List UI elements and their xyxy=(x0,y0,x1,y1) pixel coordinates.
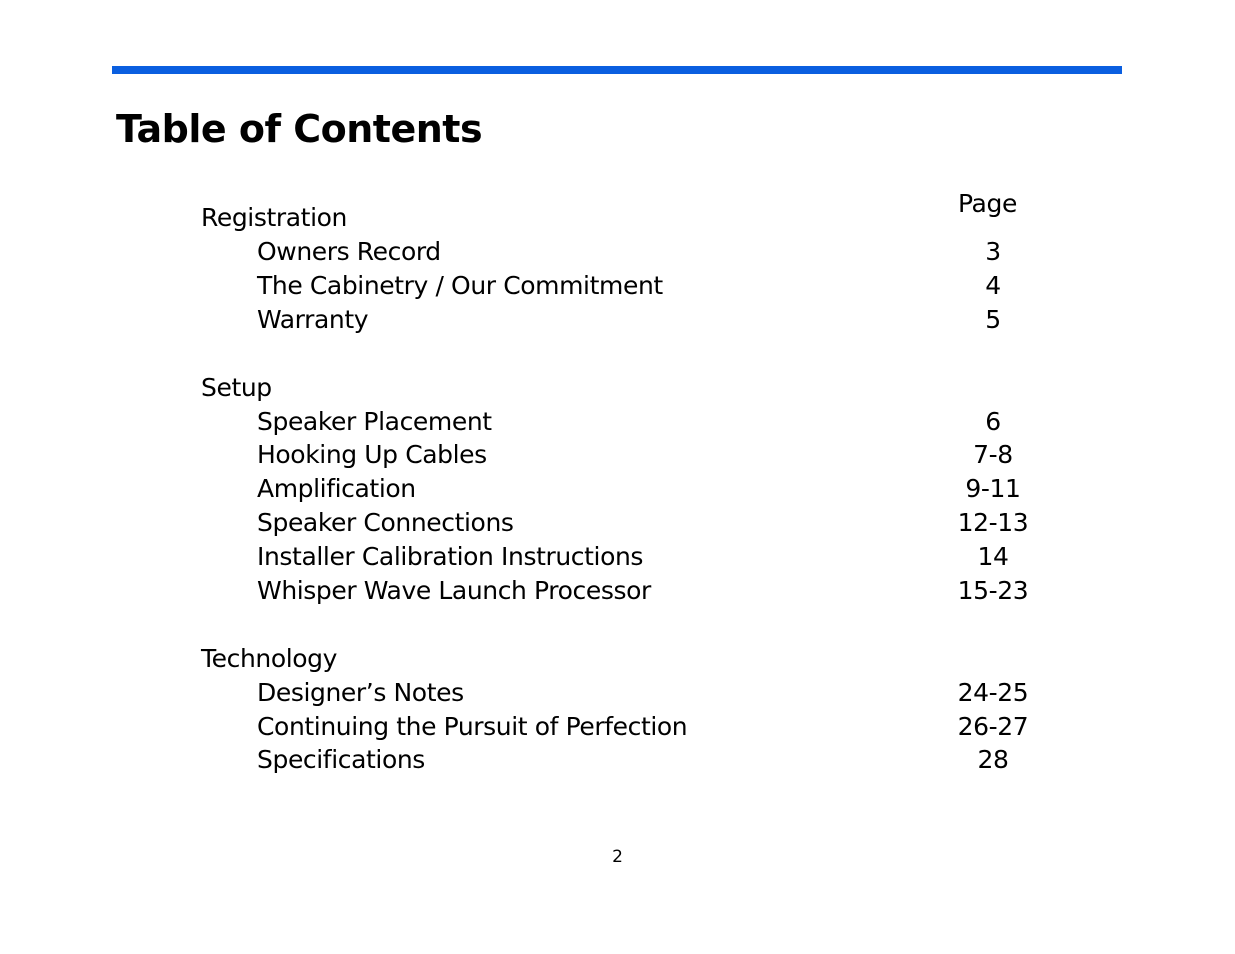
toc-entry-label: Speaker Connections xyxy=(257,508,514,537)
toc-entry xyxy=(0,235,1235,269)
section-label: Technology xyxy=(201,644,338,673)
toc-entry-page: 5 xyxy=(985,305,1001,334)
toc-entry-page: 24-25 xyxy=(957,678,1029,707)
toc-section-setup xyxy=(0,371,1235,405)
page-column-header: Page xyxy=(958,189,1017,218)
toc-entry-label: Whisper Wave Launch Processor xyxy=(257,576,651,605)
toc-entry-label: Speaker Placement xyxy=(257,407,492,436)
toc-entry-label: Owners Record xyxy=(257,237,441,266)
toc-entry-page: 14 xyxy=(977,542,1009,571)
toc-entry-page: 12-13 xyxy=(957,508,1029,537)
toc-section-registration xyxy=(0,201,1235,235)
toc-entry-page: 28 xyxy=(977,745,1009,774)
toc-entry xyxy=(0,743,1235,777)
toc-entry-label: Installer Calibration Instructions xyxy=(257,542,644,571)
toc-entry xyxy=(0,710,1235,744)
toc-entry-page: 26-27 xyxy=(957,712,1029,741)
toc-entry xyxy=(0,405,1235,439)
toc-entry xyxy=(0,540,1235,574)
toc-entry xyxy=(0,472,1235,506)
toc-entry-label: Hooking Up Cables xyxy=(257,440,487,469)
toc-entry xyxy=(0,676,1235,710)
toc-entry-label: Specifications xyxy=(257,745,425,774)
toc-entry-page: 9-11 xyxy=(965,474,1021,503)
page-number: 2 xyxy=(612,847,623,867)
toc-entry-page: 4 xyxy=(985,271,1001,300)
toc-entry xyxy=(0,506,1235,540)
toc-entry-label: Continuing the Pursuit of Perfection xyxy=(257,712,688,741)
section-label: Registration xyxy=(201,203,347,232)
toc-entry xyxy=(0,303,1235,337)
toc-entry xyxy=(0,574,1235,608)
toc-entry xyxy=(0,269,1235,303)
toc-entry-page: 3 xyxy=(985,237,1001,266)
toc-entry-page: 15-23 xyxy=(957,576,1029,605)
toc-entry-label: Designer’s Notes xyxy=(257,678,464,707)
toc-entry-page: 7-8 xyxy=(973,440,1013,469)
toc-section-technology xyxy=(0,642,1235,676)
toc-entry-label: Warranty xyxy=(257,305,369,334)
toc-entry-page: 6 xyxy=(985,407,1001,436)
section-label: Setup xyxy=(201,373,272,402)
toc-entry-label: Amplification xyxy=(257,474,416,503)
header-rule xyxy=(112,66,1122,74)
toc-entry-label: The Cabinetry / Our Commitment xyxy=(257,271,663,300)
page-title: Table of Contents xyxy=(116,107,483,151)
toc-entry xyxy=(0,438,1235,472)
